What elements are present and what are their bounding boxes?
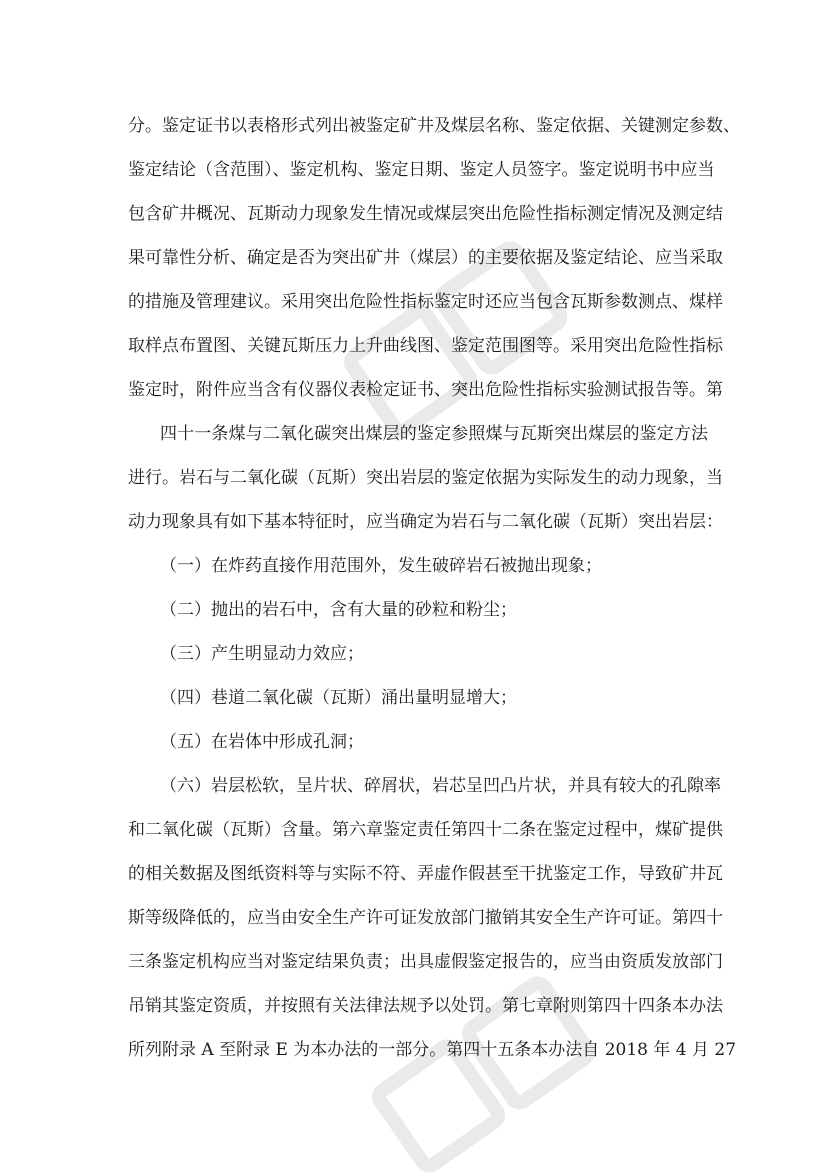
body-line-6: 取样点布置图、关键瓦斯压力上升曲线图、鉴定范围图等。采用突出危险性指标 xyxy=(128,336,723,356)
body-line-18: 的相关数据及图纸资料等与实际不符、弄虚作假甚至干扰鉴定工作，导致矿井瓦 xyxy=(128,864,723,884)
body-line-5: 的措施及管理建议。采用突出危险性指标鉴定时还应当包含瓦斯参数测点、煤样 xyxy=(128,292,723,312)
body-line-2: 鉴定结论（含范围）、鉴定机构、鉴定日期、鉴定人员签字。鉴定说明书中应当 xyxy=(128,160,715,180)
body-line-3: 包含矿井概况、瓦斯动力现象发生情况或煤层突出危险性指标测定情况及测定结 xyxy=(128,204,723,224)
body-line-7: 鉴定时，附件应当含有仪器仪表检定证书、突出危险性指标实验测试报告等。第 xyxy=(128,380,723,400)
body-line-17: 和二氧化碳（瓦斯）含量。第六章鉴定责任第四十二条在鉴定过程中，煤矿提供 xyxy=(128,820,723,840)
body-line-22: 所列附录 A 至附录 E 为本办法的一部分。第四十五条本办法自 2018 年 4 月 27 xyxy=(128,1040,737,1060)
list-item-3: （三）产生明显动力效应； xyxy=(160,644,364,664)
list-item-4: （四）巷道二氧化碳（瓦斯）涌出量明显增大； xyxy=(160,688,517,708)
list-item-5: （五）在岩体中形成孔洞； xyxy=(160,732,364,752)
body-line-10: 动力现象具有如下基本特征时，应当确定为岩石与二氧化碳（瓦斯）突出岩层： xyxy=(128,512,723,532)
body-line-21: 吊销其鉴定资质，并按照有关法律法规予以处罚。第七章附则第四十四条本办法 xyxy=(128,996,723,1016)
body-line-8: 四十一条煤与二氧化碳突出煤层的鉴定参照煤与瓦斯突出煤层的鉴定方法 xyxy=(160,424,708,444)
body-line-9: 进行。岩石与二氧化碳（瓦斯）突出岩层的鉴定依据为实际发生的动力现象，当 xyxy=(128,468,723,488)
body-line-20: 三条鉴定机构应当对鉴定结果负责；出具虚假鉴定报告的，应当由资质发放部门 xyxy=(128,952,723,972)
body-line-4: 果可靠性分析、确定是否为突出矿井（煤层）的主要依据及鉴定结论、应当采取 xyxy=(128,248,723,268)
list-item-1: （一）在炸药直接作用范围外，发生破碎岩石被抛出现象； xyxy=(160,556,602,576)
body-line-1: 分。鉴定证书以表格形式列出被鉴定矿井及煤层名称、鉴定依据、关键测定参数、 xyxy=(128,116,740,136)
body-line-19: 斯等级降低的，应当由安全生产许可证发放部门撤销其安全生产许可证。第四十 xyxy=(128,908,723,928)
list-item-2: （二）抛出的岩石中，含有大量的砂粒和粉尘； xyxy=(160,600,517,620)
list-item-6: （六）岩层松软，呈片状、碎屑状，岩芯呈凹凸片状，并具有较大的孔隙率 xyxy=(160,776,721,796)
